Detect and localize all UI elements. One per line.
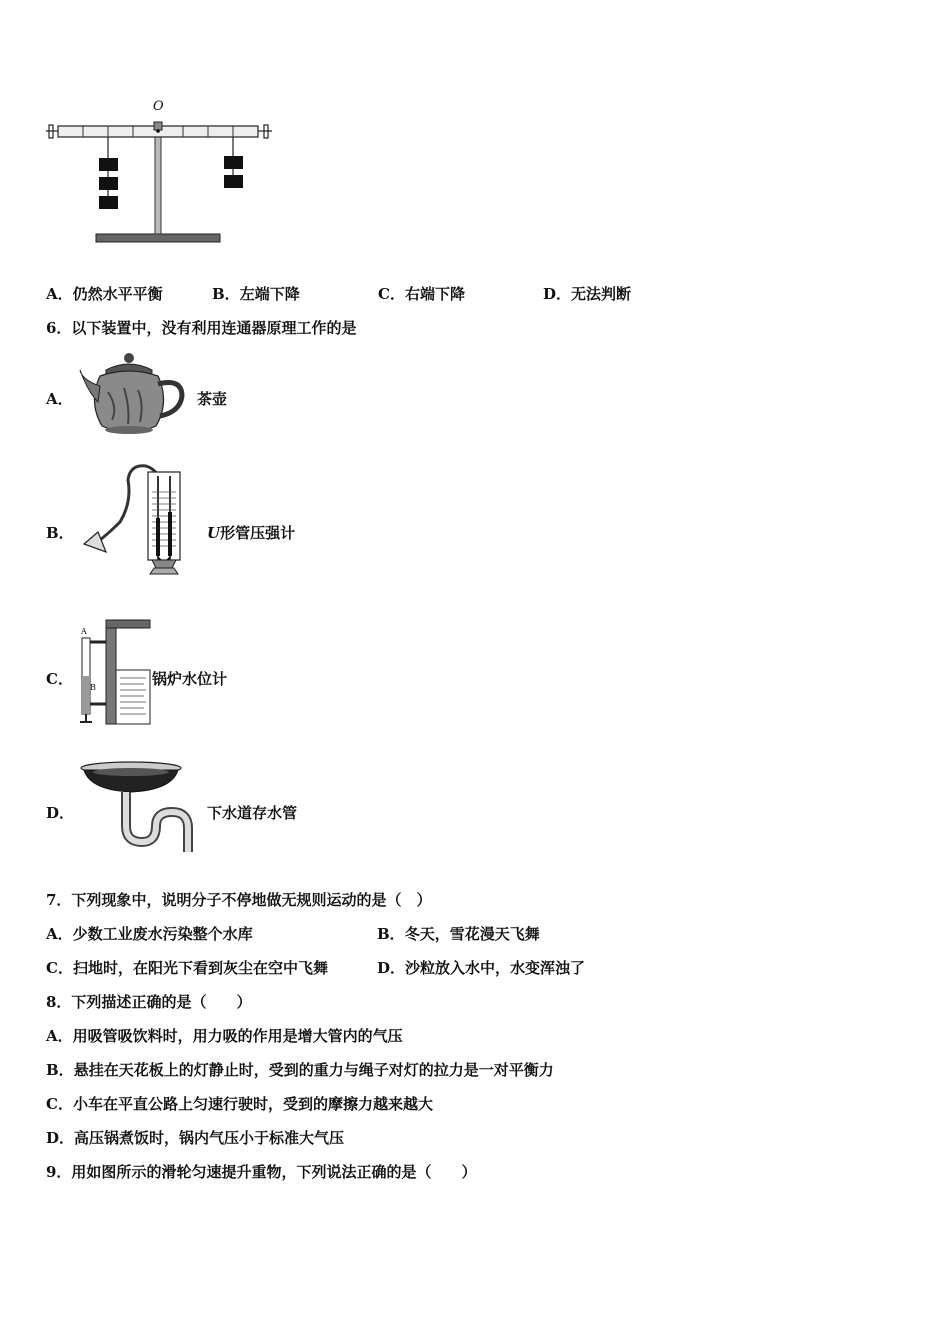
q5-option-c[interactable]: C．右端下降 [378, 285, 465, 303]
q6-option-a-letter[interactable]: A． [46, 390, 73, 408]
q8-stem: 8．下列描述正确的是（ ） [46, 993, 252, 1011]
drain-trap-icon [80, 760, 184, 854]
q6-option-d-letter[interactable]: D． [46, 804, 75, 822]
q6-option-b-text: U形管压强计 [207, 524, 296, 542]
q6-option-b-letter[interactable]: B． [46, 524, 74, 542]
q7-stem: 7．下列现象中，说明分子不停地做无规则运动的是（ ） [46, 891, 432, 909]
boiler-label-a: A [81, 627, 87, 636]
q5-option-a[interactable]: A．仍然水平平衡 [46, 285, 163, 303]
q7-option-b[interactable]: B．冬天，雪花漫天飞舞 [377, 925, 540, 943]
q7-option-c[interactable]: C．扫地时，在阳光下看到灰尘在空中飞舞 [46, 959, 328, 977]
q6-option-c-text: 锅炉水位计 [152, 670, 228, 688]
q5-option-d[interactable]: D．无法判断 [543, 285, 632, 303]
q6-stem: 6．以下装置中，没有利用连通器原理工作的是 [46, 319, 357, 337]
q7-option-d[interactable]: D．沙粒放入水中，水变浑浊了 [377, 959, 586, 977]
u-tube-manometer-icon [80, 462, 190, 580]
q9-stem: 9．用如图所示的滑轮匀速提升重物，下列说法正确的是（ ） [46, 1163, 477, 1181]
q8-option-c[interactable]: C．小车在平直公路上匀速行驶时，受到的摩擦力越来越大 [46, 1095, 433, 1113]
lever-balance-figure [40, 98, 280, 248]
q6-option-a-text: 茶壶 [197, 390, 228, 408]
q7-option-a[interactable]: A．少数工业废水污染整个水库 [46, 925, 253, 943]
teapot-icon [78, 352, 190, 442]
q8-option-b[interactable]: B．悬挂在天花板上的灯静止时，受到的重力与绳子对灯的拉力是一对平衡力 [46, 1061, 554, 1079]
q5-option-b[interactable]: B．左端下降 [212, 285, 300, 303]
pivot-label: O [153, 99, 164, 114]
boiler-label-b: B [90, 683, 96, 692]
q6-option-d-text: 下水道存水管 [207, 804, 298, 822]
q8-option-d[interactable]: D．高压锅煮饭时，锅内气压小于标准大气压 [46, 1129, 345, 1147]
q8-option-a[interactable]: A．用吸管吸饮料时，用力吸的作用是增大管内的气压 [46, 1027, 403, 1045]
q6-option-c-letter[interactable]: C． [46, 670, 73, 688]
